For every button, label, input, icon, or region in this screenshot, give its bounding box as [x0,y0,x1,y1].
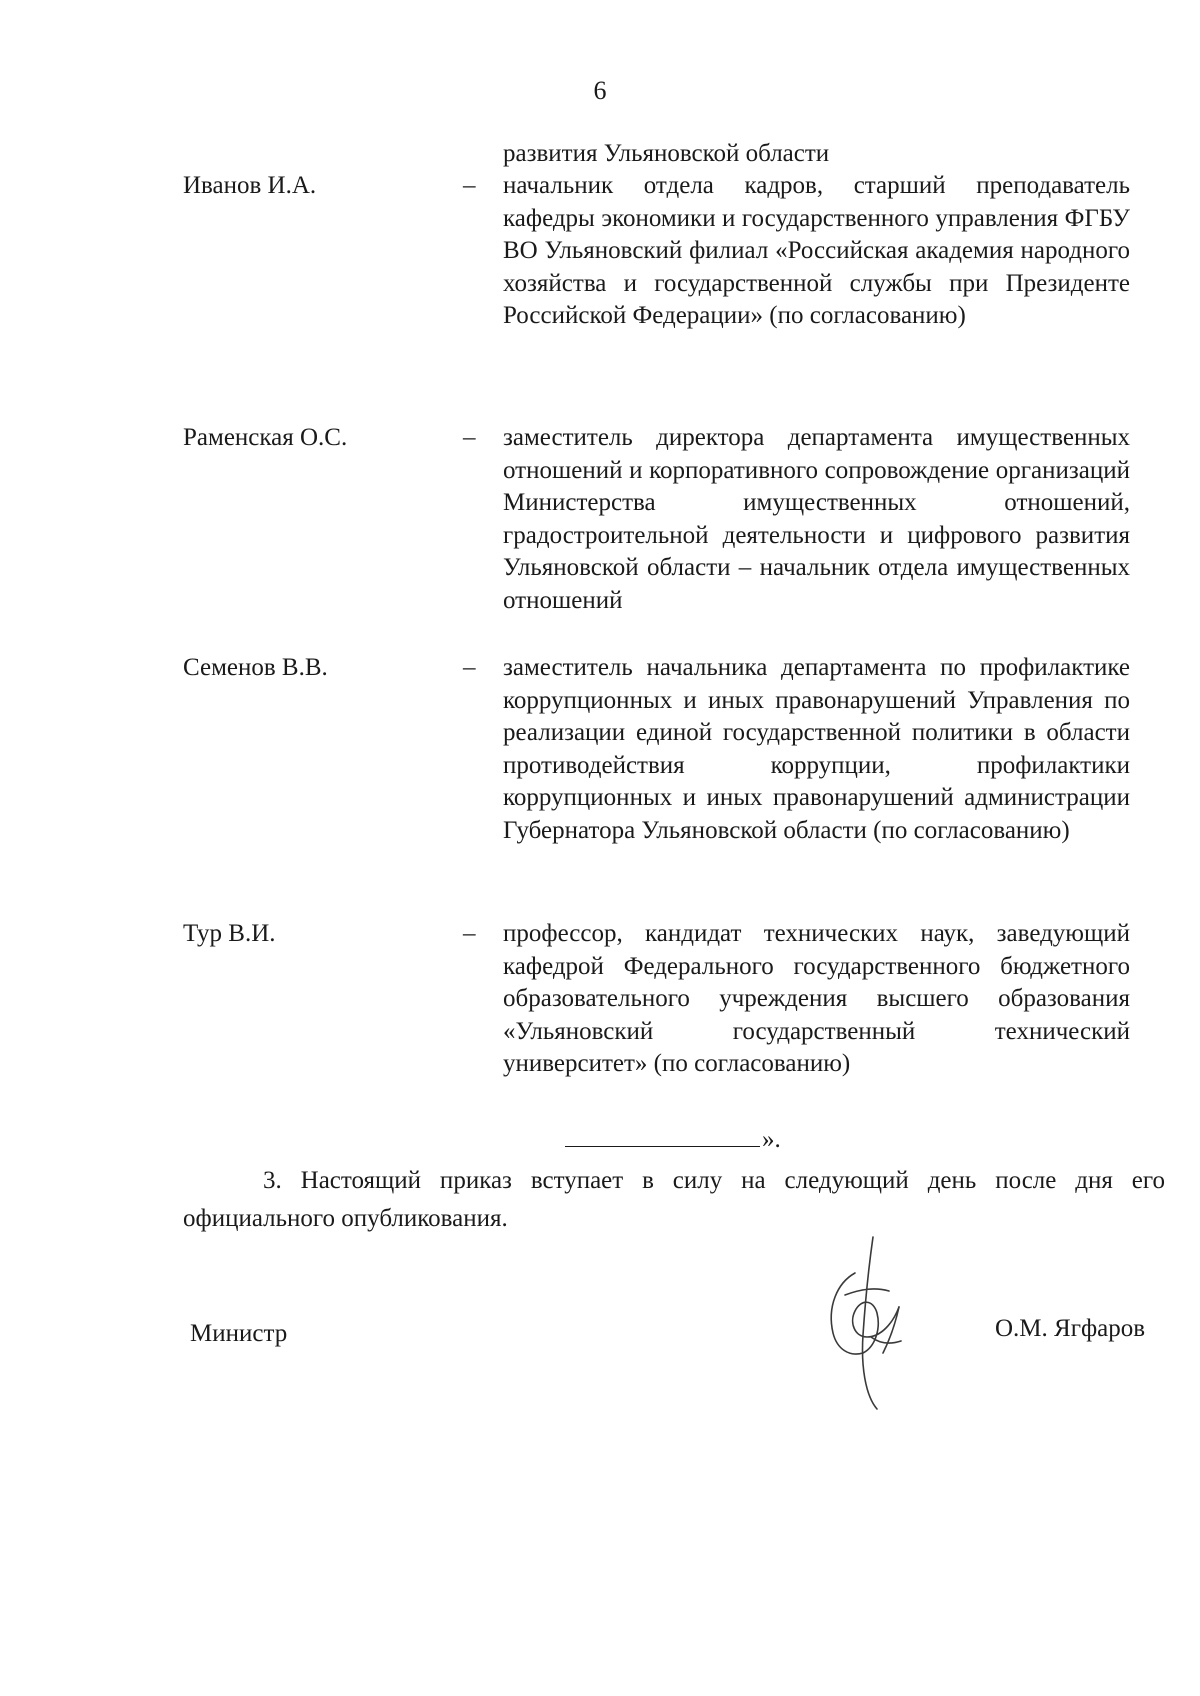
signatory-name: О.М. Ягфаров [995,1315,1146,1342]
member-name: Иванов И.А. [183,172,317,199]
clause-3-paragraph: 3. Настоящий приказ вступает в силу на следующий день после дня его официального опубликования. [183,1167,1165,1232]
member-dash: – [463,654,476,681]
member-role: начальник отдела кадров, старший преподаватель кафедры экономики и государственного управления ФГБУ ВО Ульяновский филиал «Российская академия народного хозяйства и государственной службы при Президенте Российской Федерации» (по согласованию) [503,172,1130,329]
member-role: профессор, кандидат технических наук, заведующий кафедрой Федерального государственного бюджетного образовательного учреждения высшего образования «Ульяновский государственный технический университет» (по согласованию) [503,920,1130,1077]
closing-quote-mark: ». [762,1126,781,1153]
continuation-text: развития Ульяновской области [503,140,830,167]
member-name: Раменская О.С. [183,424,348,451]
signatory-title: Министр [190,1320,288,1347]
member-dash: – [463,920,476,947]
page-number: 6 [593,76,607,105]
handwritten-signature [815,1225,935,1415]
member-role: заместитель директора департамента имущественных отношений и корпоративного сопровождение организаций Министерства имущественных отношений, градостроительной деятельности и цифрового развития Ульяновской области – начальник отдела имущественных отношений [503,424,1130,614]
member-role: заместитель начальника департамента по профилактике коррупционных и иных правонарушений Управления по реализации единой государственной политики в области противодействия коррупции, профилактики коррупционных и иных правонарушений администрации Губернатора Ульяновской области (по согласованию) [503,654,1130,844]
member-name: Тур В.И. [183,920,276,947]
member-dash: – [463,172,476,199]
closing-blank-line [565,1122,760,1147]
member-dash: – [463,424,476,451]
member-name: Семенов В.В. [183,654,328,681]
closing-line [565,1122,781,1154]
